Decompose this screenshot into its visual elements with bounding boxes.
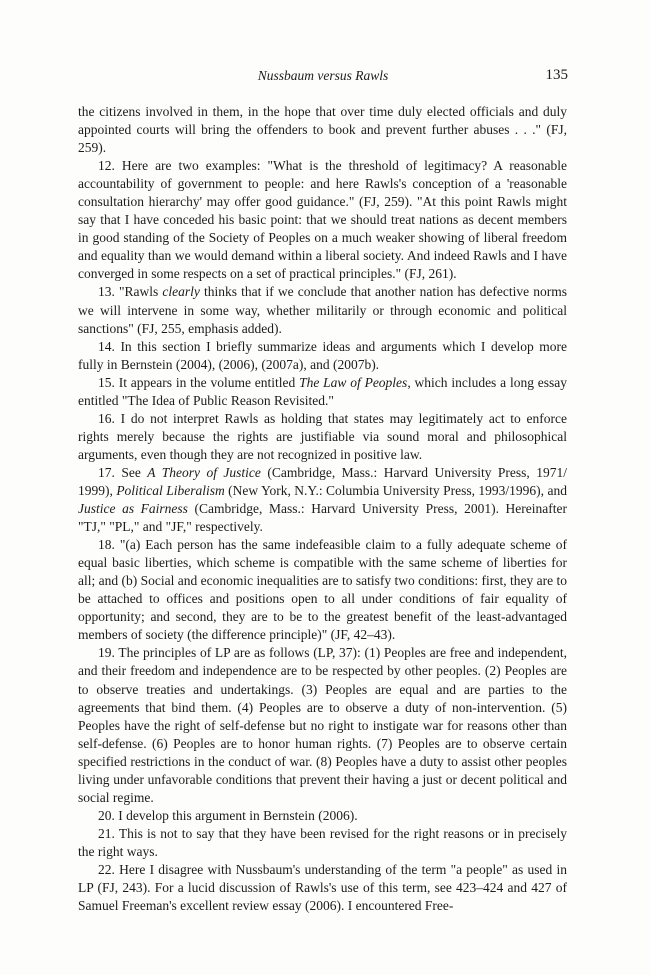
endnote-text: Here are two examples: "What is the threshold of legitimacy? A reasonable accountability of government to people: and here Rawls's conception of a 'reasonable consultation hierarchy' may offer good guidance." (FJ, 259). "At this point Rawls might say that I have conceded his basic point: that we should treat nations as decent members in good standing of the Society of Peoples on a much weaker showing of liberal freedom and equality than we would demand within a liberal society. And indeed Rawls and I have converged in some respects on a set of practical principles." (FJ, 261). <box>78 158 567 282</box>
running-head <box>78 68 568 88</box>
endnote-text: In this section I briefly summarize ideas and arguments which I develop more fully in Bernstein (2004), (2006), (2007a), and (2007b). <box>78 338 567 372</box>
endnote-number: 19. <box>98 645 115 661</box>
endnote-number: 12. <box>98 158 115 174</box>
endnote-continuation <box>78 103 567 157</box>
endnote-text: "(a) Each person has the same indefeasible claim to a fully adequate scheme of equal basic liberties, which scheme is compatible with the same scheme of liberties for all; and (b) Social and economic inequalities are to satisfy two conditions: first, they are to be attached to offices and positions open to all under conditions of fair equality of opportunity; and second, they are to be to the greatest benefit of the least-advantaged members of society (the difference principle)" (JF, 42–43). <box>78 537 567 643</box>
endnote-number: 18. <box>98 537 115 553</box>
endnote-text: This is not to say that they have been revised for the right reasons or in precisely the right ways. <box>78 825 567 859</box>
endnote-text: I do not interpret Rawls as holding that states may legitimately act to enforce rights merely because the rights are justifiable via sound moral and philosophical arguments, even though they are not recognized in positive law. <box>78 410 567 462</box>
endnote-number: 22. <box>98 861 115 877</box>
endnote-text: See A Theory of Justice (Cambridge, Mass.: Harvard University Press, 1971/ 1999), Political Liberalism (New York, N.Y.: Columbia University Press, 1993/1996), and Justice as Fairness (Cambridge, Mass.: Harvard University Press, 2001). Hereinafter "TJ," "PL," and "JF," respectively. <box>78 464 567 535</box>
endnote-number: 17. <box>98 464 115 480</box>
endnote <box>78 807 567 825</box>
endnote-text: the citizens involved in them, in the hope that over time duly elected officials and duly appointed courts will bring the offenders to book and prevent further abuses . . ." (FJ, 259). <box>78 104 567 156</box>
endnote <box>78 338 567 374</box>
endnote <box>78 374 567 410</box>
endnote <box>78 536 567 644</box>
endnote-number: 13. <box>98 284 115 300</box>
endnote-number: 15. <box>98 374 115 390</box>
endnotes <box>78 103 567 915</box>
endnote-text: It appears in the volume entitled The Law of Peoples, which includes a long essay entitled "The Idea of Public Reason Revisited." <box>78 374 568 408</box>
endnote <box>78 464 567 536</box>
endnote <box>78 825 567 861</box>
endnote-number: 14. <box>98 338 115 354</box>
endnote <box>78 283 567 337</box>
endnote <box>78 861 567 915</box>
endnote-text: "Rawls clearly thinks that if we conclude that another nation has defective norms we will intervene in some way, whether militarily or through economic and political sanctions" (FJ, 255, emphasis added). <box>78 284 568 336</box>
endnote-text: I develop this argument in Bernstein (2006). <box>118 807 358 823</box>
endnote <box>78 410 567 464</box>
endnote <box>78 157 567 283</box>
endnote-number: 20. <box>98 807 115 823</box>
endnote-text: The principles of LP are as follows (LP, 37): (1) Peoples are free and independent, and their freedom and independence are to be respected by other peoples. (2) Peoples are to observe treaties and undertakings. (3) Peoples are equal and are parties to the agreements that bind them. (4) Peoples are to observe a duty of non-intervention. (5) Peoples have the right of self-defense but no right to instigate war for reasons other than self-defense. (6) Peoples are to honor human rights. (7) Peoples are to observe certain specified restrictions in the conduct of war. (8) Peoples have a duty to assist other peoples living under unfavorable conditions that prevent their having a just or decent political and social regime. <box>78 645 568 805</box>
endnote-text: Here I disagree with Nussbaum's understanding of the term "a people" as used in LP (FJ, 243). For a lucid discussion of Rawls's use of this term, see 423–424 and 427 of Samuel Freeman's excellent review essay (2006). I encountered Free- <box>78 861 567 914</box>
running-title: Nussbaum versus Rawls <box>257 68 389 83</box>
endnote <box>78 644 567 806</box>
endnote-number: 21. <box>98 825 115 841</box>
page-number: 135 <box>545 67 568 83</box>
endnote-number: 16. <box>98 410 115 426</box>
